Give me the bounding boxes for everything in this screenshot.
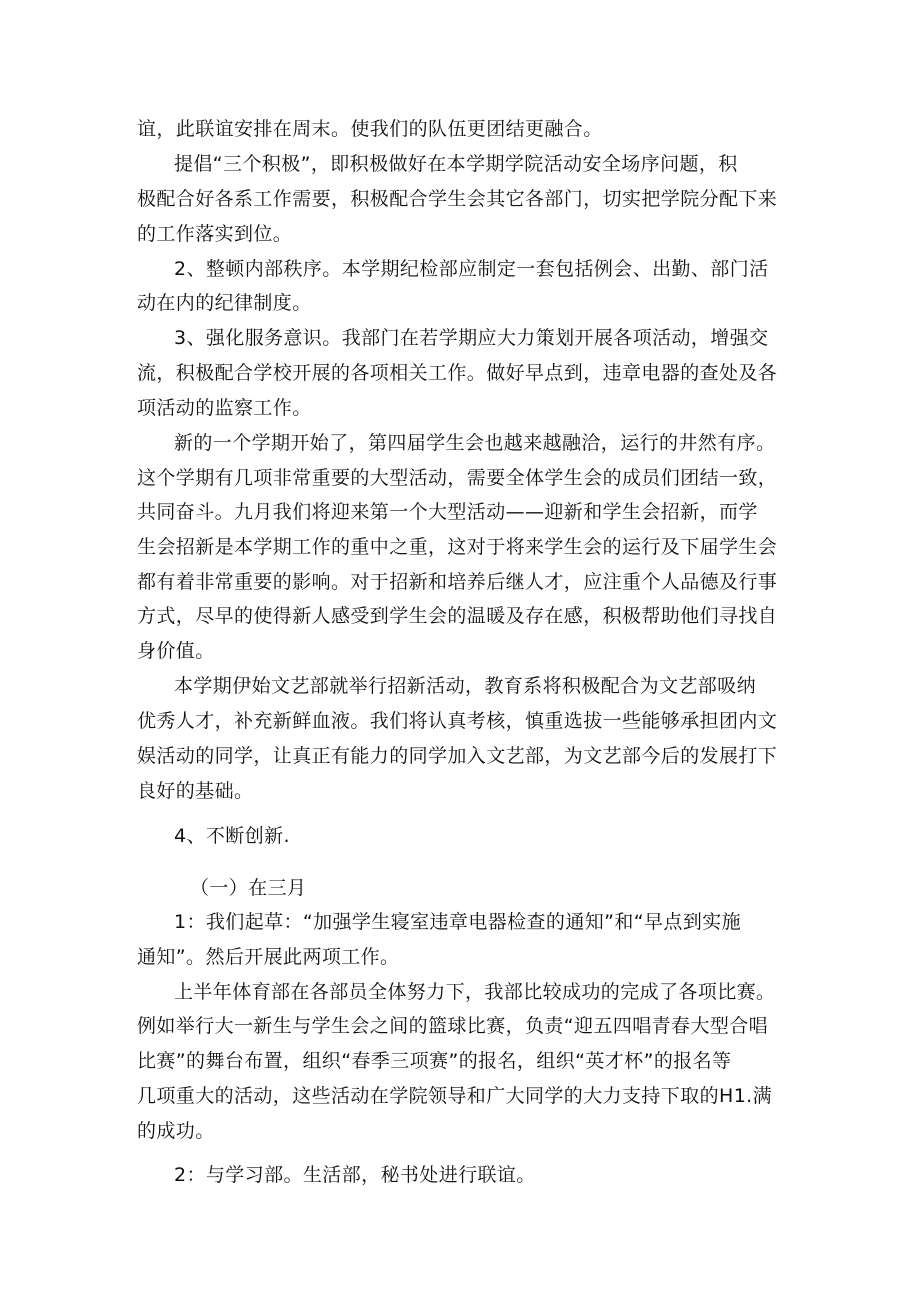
text-line: 的成功。 <box>137 1120 215 1142</box>
text-line: 共同奋斗。九月我们将迎来第一个大型活动——迎新和学生会招新，而学 <box>137 501 758 523</box>
text-line: 3、强化服务意识。我部门在若学期应大力策划开展各项活动，增强交 <box>174 327 769 349</box>
subsection-heading: （一）在三月 <box>190 877 307 899</box>
text-line: 良好的基础。 <box>137 780 254 802</box>
text-line: 比赛”的舞台布置，组织“春季三项赛”的报名，组织“英才杯”的报名等 <box>137 1050 732 1072</box>
text-line: 生会招新是本学期工作的重中之重，这对于将来学生会的运行及下届学生会 <box>137 536 778 558</box>
text-line: 都有着非常重要的影响。对于招新和培养后继人才，应注重个人品德及行事 <box>137 571 778 593</box>
text-line: 2、整顿内部秩序。本学期纪检部应制定一套包括例会、出勤、部门活 <box>174 258 769 280</box>
text-line: 2：与学习部。生活部，秘书处进行联谊。 <box>174 1164 536 1186</box>
text-line: 娱活动的同学，让真正有能力的同学加入文艺部，为文艺部今后的发展打下 <box>137 745 778 767</box>
text-line: 通知”。然后开展此两项工作。 <box>137 946 400 968</box>
text-line: 这个学期有几项非常重要的大型活动，需要全体学生会的成员们团结一致， <box>137 467 778 489</box>
text-line: 几项重大的活动，这些活动在学院领导和广大同学的大力支持下取的H1.满 <box>137 1085 773 1107</box>
text-line: 提倡“三个积极”，即积极做好在本学期学院活动安全场序问题，积 <box>174 153 738 175</box>
section-heading: 4、不断创新. <box>174 825 290 847</box>
text-line: 方式，尽早的使得新人感受到学生会的温暖及存在感，积极帮助他们寻找自 <box>137 605 778 627</box>
text-line: 流，积极配合学校开展的各项相关工作。做好早点到，违章电器的查处及各 <box>137 362 778 384</box>
text-line: 例如举行大一新生与学生会之间的篮球比赛，负责“迎五四唱青春大型合唱 <box>137 1015 769 1037</box>
text-line: 本学期伊始文艺部就举行招新活动，教育系将积极配合为文艺部吸纳 <box>174 675 757 697</box>
text-line: 项活动的监察工作。 <box>137 397 312 419</box>
text-line: 新的一个学期开始了，第四届学生会也越来越融洽，运行的井然有序。 <box>174 432 776 454</box>
text-line: 上半年体育部在各部员全体努力下，我部比较成功的完成了各项比赛。 <box>174 981 776 1003</box>
text-line: 1：我们起草：“加强学生寝室违章电器检查的通知”和“早点到实施 <box>174 911 742 933</box>
text-line: 身价值。 <box>137 640 215 662</box>
text-line: 谊，此联谊安排在周末。使我们的队伍更团结更融合。 <box>137 118 603 140</box>
text-line: 极配合好各系工作需要，积极配合学生会其它各部门，切实把学院分配下来 <box>137 188 778 210</box>
text-line: 优秀人才，补充新鲜血液。我们将认真考核，慎重选拔一些能够承担团内文 <box>137 710 778 732</box>
text-line: 的工作落实到位。 <box>137 223 293 245</box>
text-line: 动在内的纪律制度。 <box>137 292 312 314</box>
